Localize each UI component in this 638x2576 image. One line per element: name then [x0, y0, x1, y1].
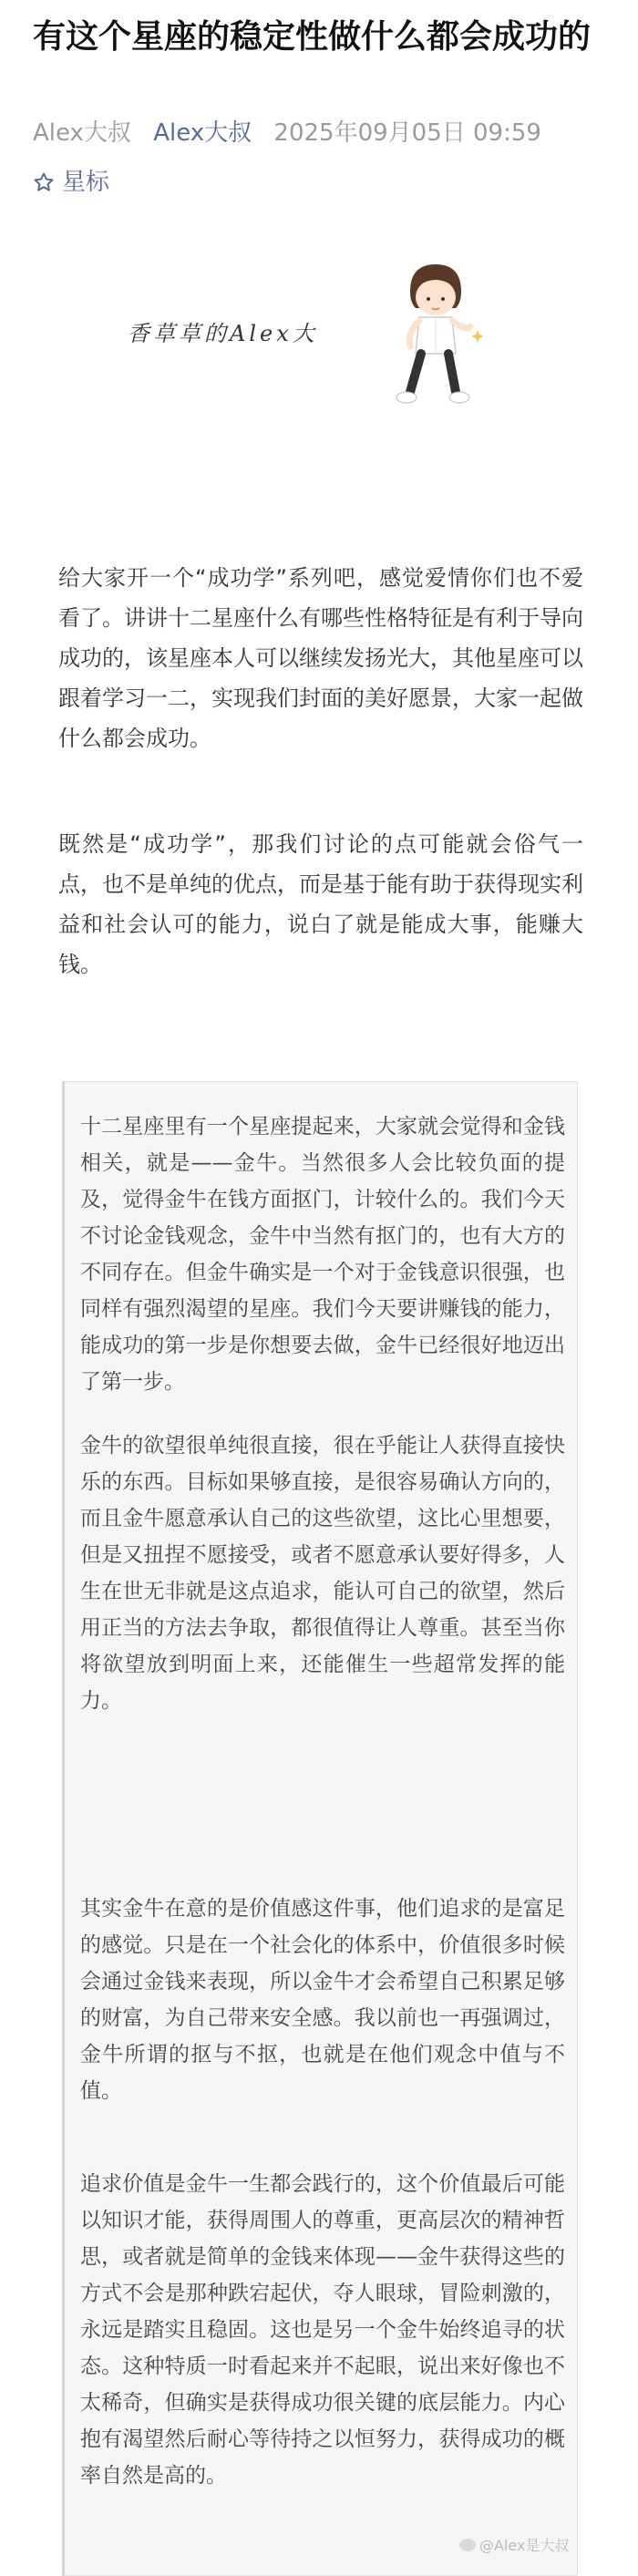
- star-icon: [33, 171, 55, 193]
- watermark-text: @Alex是大叔: [479, 2537, 570, 2554]
- banner-signature: 香草草的Alex大: [128, 321, 318, 346]
- article-meta: [33, 117, 616, 149]
- quote-paragraph-3: 其实金牛在意的是价值感这件事，他们追求的是富足的感觉。只是在一个社会化的体系中，价值很多时候会通过金钱来表现，所以金牛才会希望自己积累足够的财富，为自己带来安全感。我以前也一再强调过，金牛所谓的抠与不抠，也就是在他们观念中值与不值。: [80, 1897, 565, 2103]
- header-banner: [118, 255, 520, 419]
- weibo-icon: [459, 2539, 476, 2551]
- cartoon-boy-illustration: [383, 255, 483, 410]
- account-link[interactable]: Alex大叔: [153, 119, 252, 147]
- publish-date: 2025年09月05日 09:59: [273, 119, 541, 147]
- quote-paragraph-1: 十二星座里有一个星座提起来，大家就会觉得和金钱相关，就是——金牛。当然很多人会比较负面的提及，觉得金牛在钱方面抠门，计较什么的。我们今天不讨论金钱观念，金牛中当然有抠门的，也有大方的不同存在。但金牛确实是一个对于金钱意识很强，也同样有强烈渴望的星座。我们今天要讲赚钱的能力，能成功的第一步是你想要去做，金牛已经很好地迈出了第一步。: [80, 1115, 565, 1394]
- star-label: 星标: [62, 169, 110, 196]
- article-title: 有这个星座的稳定性做什么都会成功的: [33, 18, 592, 56]
- body-paragraph-2: 既然是“成功学”，那我们讨论的点可能就会俗气一点，也不是单纯的优点，而是基于能有助于获得现实利益和社会认可的能力，说白了就是能成大事，能赚大钱。: [58, 831, 583, 977]
- quote-paragraph-4: 追求价值是金牛一生都会践行的，这个价值最后可能以知识才能，获得周围人的尊重，更高层次的精神哲思，或者就是简单的金钱来体现——金牛获得这些的方式不会是那种跌宕起伏，夺人眼球，冒险刺激的，永远是踏实且稳固。这也是另一个金牛始终追寻的状态。这种特质一时看起来并不起眼，说出来好像也不太稀奇，但确实是获得成功很关键的底层能力。内心抱有渴望然后耐心等待持之以恒努力，获得成功的概率自然是高的。: [80, 2172, 565, 2488]
- quote-paragraph-2: 金牛的欲望很单纯很直接，很在乎能让人获得直接快乐的东西。目标如果够直接，是很容易确认方向的，而且金牛愿意承认自己的这些欲望，这比心里想要，但是又扭捏不愿接受，或者不愿意承认要好得多，人生在世无非就是这点追求，能认可自己的欲望，然后用正当的方法去争取，都很值得让人尊重。甚至当你将欲望放到明面上来，还能催生一些超常发挥的能力。: [80, 1434, 565, 1713]
- star-button[interactable]: [33, 166, 109, 199]
- watermark: [459, 2534, 569, 2555]
- body-paragraph-1: 给大家开一个“成功学”系列吧，感觉爱情你们也不爱看了。讲讲十二星座什么有哪些性格特征是有利于导向成功的，该星座本人可以继续发扬光大，其他星座可以跟着学习一二，实现我们封面的美好愿景，大家一起做什么都会成功。: [58, 565, 583, 751]
- author-name: Alex大叔: [33, 119, 131, 147]
